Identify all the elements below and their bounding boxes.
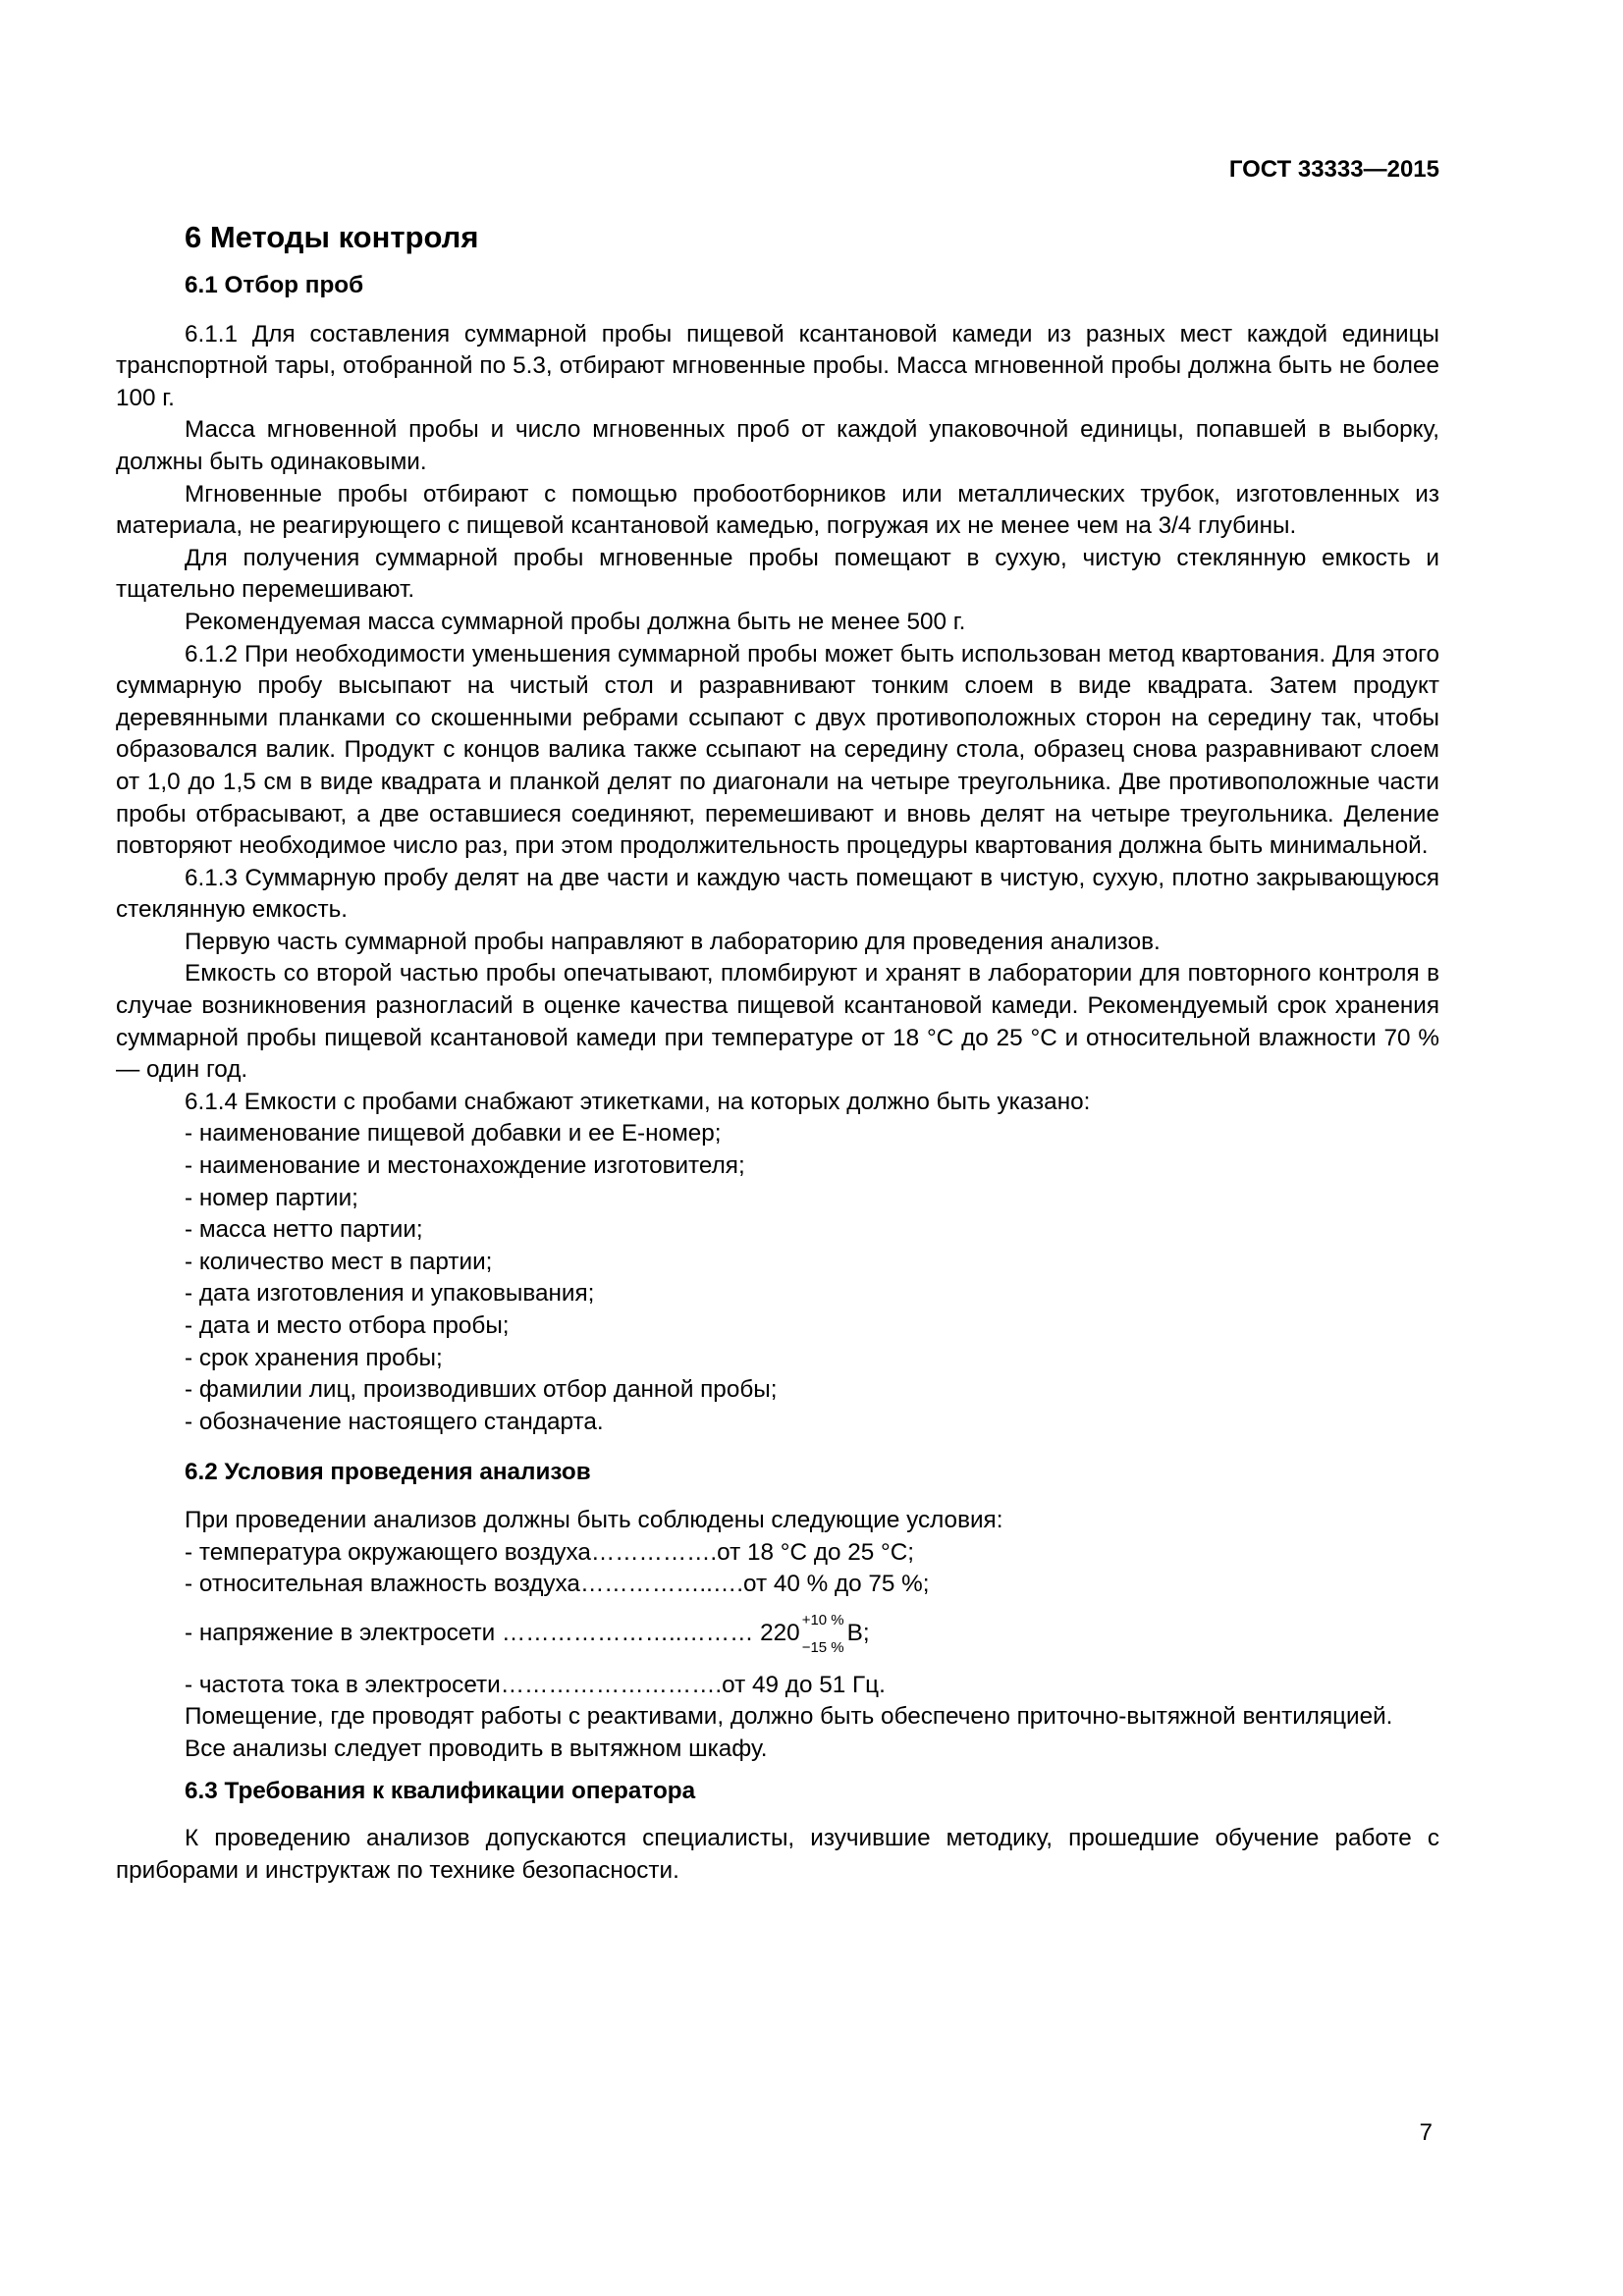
- section-title: 6 Методы контроля: [185, 220, 479, 254]
- voltage-tolerance: [802, 1607, 844, 1662]
- conditions-intro: При проведении анализов должны быть соблюдены следующие условия:: [185, 1506, 1003, 1533]
- paragraph: Все анализы следует проводить в вытяжном шкафу.: [185, 1735, 768, 1762]
- list-item: - фамилии лиц, производивших отбор данной пробы;: [185, 1376, 778, 1404]
- list-item: - срок хранения пробы;: [185, 1344, 443, 1371]
- list-item: - наименование и местонахождение изготовителя;: [185, 1152, 745, 1180]
- page-number: 7: [1419, 2119, 1433, 2146]
- page-content: [116, 218, 1439, 1887]
- voltage-unit: В;: [846, 1620, 870, 1647]
- subsection-title-6-2: 6.2 Условия проведения анализов: [185, 1459, 591, 1486]
- paragraph: 6.1.2 При необходимости уменьшения суммарной пробы может быть использован метод квартования. Для этого суммарную пробу высыпают на чистый стол и разравнивают тонким слоем в виде квадрата. Затем продукт деревянными планками со скошенными ребрами ссыпают с двух противоположных сторон на середину так, чтобы образовался валик. Продукт с концов валика также ссыпают на середину стола, образец снова разравнивают слоем от 1,0 до 1,5 см в виде квадрата и планкой делят по диагонали на четыре треугольника. Две противоположные части пробы отбрасывают, а две оставшиеся соединяют, перемешивают и вновь делят на четыре треугольника. Деление повторяют необходимое число раз, при этом продолжительность процедуры квартования должна быть минимальной.: [116, 640, 1439, 860]
- paragraph: Помещение, где проводят работы с реактивами, должно быть обеспечено приточно-вытяжной вентиляцией.: [185, 1703, 1393, 1731]
- voltage-label: - напряжение в электросети …………………..……… 220: [185, 1620, 800, 1647]
- list-item: - обозначение настоящего стандарта.: [185, 1408, 604, 1435]
- paragraph: 6.1.4 Емкости с пробами снабжают этикетками, на которых должно быть указано:: [185, 1088, 1091, 1115]
- condition-voltage: [116, 1607, 1439, 1662]
- paragraph: Для получения суммарной пробы мгновенные пробы помещают в сухую, чистую стеклянную емкость и тщательно перемешивают.: [116, 544, 1439, 604]
- list-item: - масса нетто партии;: [185, 1216, 423, 1244]
- paragraph: К проведению анализов допускаются специалисты, изучившие методику, прошедшие обучение работе с приборами и инструктаж по технике безопасности.: [116, 1825, 1439, 1884]
- tolerance-minus: −15 %: [801, 1638, 844, 1656]
- list-item: - количество мест в партии;: [185, 1248, 493, 1275]
- paragraph: Первую часть суммарной пробы направляют в лабораторию для проведения анализов.: [185, 928, 1161, 955]
- paragraph: Емкость со второй частью пробы опечатывают, пломбируют и хранят в лаборатории для повторного контроля в случае возникновения разногласий в оценке качества пищевой ксантановой камеди. Рекомендуемый срок хранения суммарной пробы пищевой ксантановой камеди при температуре от 18 °С до 25 °С и относительной влажности 70 % — один год.: [116, 960, 1439, 1084]
- paragraph: Рекомендуемая масса суммарной пробы должна быть не менее 500 г.: [185, 608, 966, 635]
- list-item: - номер партии;: [185, 1184, 358, 1211]
- condition-temperature: - температура окружающего воздуха…………….от 18 °С до 25 °С;: [185, 1538, 915, 1566]
- paragraph: Мгновенные пробы отбирают с помощью пробоотборников или металлических трубок, изготовленных из материала, не реагирующего с пищевой ксантановой камедью, погружая их не менее чем на 3/4 глубины.: [116, 480, 1439, 540]
- paragraph: Масса мгновенной пробы и число мгновенных проб от каждой упаковочной единицы, попавшей в выборку, должны быть одинаковыми.: [116, 416, 1439, 475]
- condition-humidity: - относительная влажность воздуха……………..….от 40 % до 75 %;: [185, 1571, 930, 1598]
- subsection-title-6-1: 6.1 Отбор проб: [185, 272, 364, 298]
- document-number: ГОСТ 33333—2015: [1228, 156, 1439, 183]
- list-item: - наименование пищевой добавки и ее Е-номер;: [185, 1120, 722, 1148]
- tolerance-plus: +10 %: [801, 1611, 844, 1629]
- paragraph: 6.1.3 Суммарную пробу делят на две части и каждую часть помещают в чистую, сухую, плотно закрывающуюся стеклянную емкость.: [116, 864, 1439, 924]
- list-item: - дата изготовления и упаковывания;: [185, 1280, 595, 1308]
- list-item: - дата и место отбора пробы;: [185, 1312, 510, 1339]
- condition-frequency: - частота тока в электросети……………………….от 49 до 51 Гц.: [185, 1671, 886, 1698]
- paragraph: 6.1.1 Для составления суммарной пробы пищевой ксантановой камеди из разных мест каждой единицы транспортной тары, отобранной по 5.3, отбирают мгновенные пробы. Масса мгновенной пробы должна быть не более 100 г.: [116, 320, 1439, 411]
- subsection-title-6-3: 6.3 Требования к квалификации оператора: [185, 1777, 696, 1804]
